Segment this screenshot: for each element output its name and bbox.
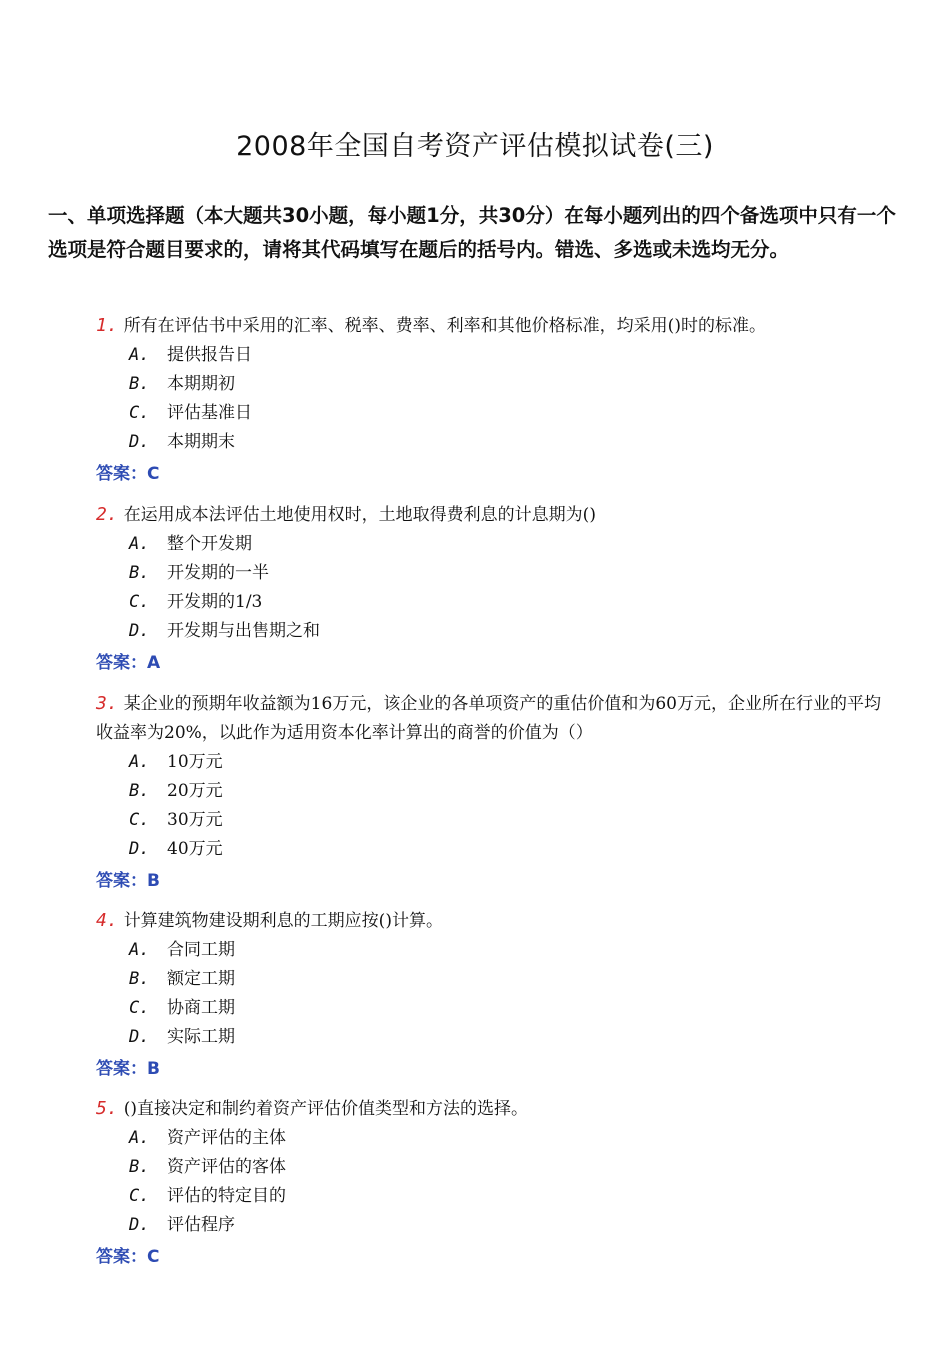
options-list xyxy=(129,530,896,646)
option-a: A. 资产评估的主体 xyxy=(129,1128,286,1148)
page-title: 2008年全国自考资产评估模拟试卷(三) xyxy=(236,131,714,162)
question-text: 计算建筑物建设期利息的工期应按()计算。 xyxy=(123,911,443,931)
question-5 xyxy=(96,1094,896,1272)
option-b: B. 资产评估的客体 xyxy=(129,1157,286,1177)
option-a: A. 10万元 xyxy=(129,752,223,772)
question-text: 某企业的预期年收益额为16万元，该企业的各单项资产的重估价值和为60万元，企业所在行业的平均收益率为20%，以此作为适用资本化率计算出的商誉的价值为（） xyxy=(96,694,881,743)
option-d: D. 评估程序 xyxy=(129,1215,235,1235)
option-d: D. 本期期末 xyxy=(129,432,235,452)
section-instructions: 一、单项选择题（本大题共30小题，每小题1分，共30分）在每小题列出的四个备选项中只有一个选项是符合题目要求的，请将其代码填写在题后的括号内。错选、多选或未选均无分。 xyxy=(48,204,896,261)
option-b: B. 额定工期 xyxy=(129,969,235,989)
option-c: C. 30万元 xyxy=(129,810,223,830)
question-number: 3. xyxy=(96,693,118,714)
question-text: 所有在评估书中采用的汇率、税率、费率、利率和其他价格标准，均采用()时的标准。 xyxy=(123,316,766,336)
answer-label: 答案：A xyxy=(96,653,161,673)
options-list xyxy=(129,748,896,864)
answer-label: 答案：B xyxy=(96,871,160,891)
option-d: D. 40万元 xyxy=(129,839,223,859)
option-a: A. 整个开发期 xyxy=(129,534,252,554)
option-c: C. 开发期的1/3 xyxy=(129,592,263,612)
option-c: C. 协商工期 xyxy=(129,998,235,1018)
question-number: 5. xyxy=(96,1098,118,1119)
question-4 xyxy=(96,906,896,1084)
question-text: ()直接决定和制约着资产评估价值类型和方法的选择。 xyxy=(123,1099,528,1119)
answer-label: 答案：B xyxy=(96,1059,160,1079)
question-3 xyxy=(96,689,896,896)
answer-label: 答案：C xyxy=(96,464,160,484)
option-b: B. 20万元 xyxy=(129,781,223,801)
question-1 xyxy=(96,311,896,489)
option-c: C. 评估基准日 xyxy=(129,403,252,423)
question-number: 2. xyxy=(96,504,118,525)
question-number: 1. xyxy=(96,315,118,336)
option-d: D. 开发期与出售期之和 xyxy=(129,621,320,641)
options-list xyxy=(129,1124,896,1240)
question-number: 4. xyxy=(96,910,118,931)
option-a: A. 合同工期 xyxy=(129,940,235,960)
option-b: B. 本期期初 xyxy=(129,374,235,394)
option-a: A. 提供报告日 xyxy=(129,345,252,365)
answer-label: 答案：C xyxy=(96,1247,160,1267)
options-list xyxy=(129,341,896,457)
option-d: D. 实际工期 xyxy=(129,1027,235,1047)
option-c: C. 评估的特定目的 xyxy=(129,1186,286,1206)
options-list xyxy=(129,936,896,1052)
option-b: B. 开发期的一半 xyxy=(129,563,269,583)
question-2 xyxy=(96,500,896,678)
question-text: 在运用成本法评估土地使用权时，土地取得费利息的计息期为() xyxy=(123,505,596,525)
